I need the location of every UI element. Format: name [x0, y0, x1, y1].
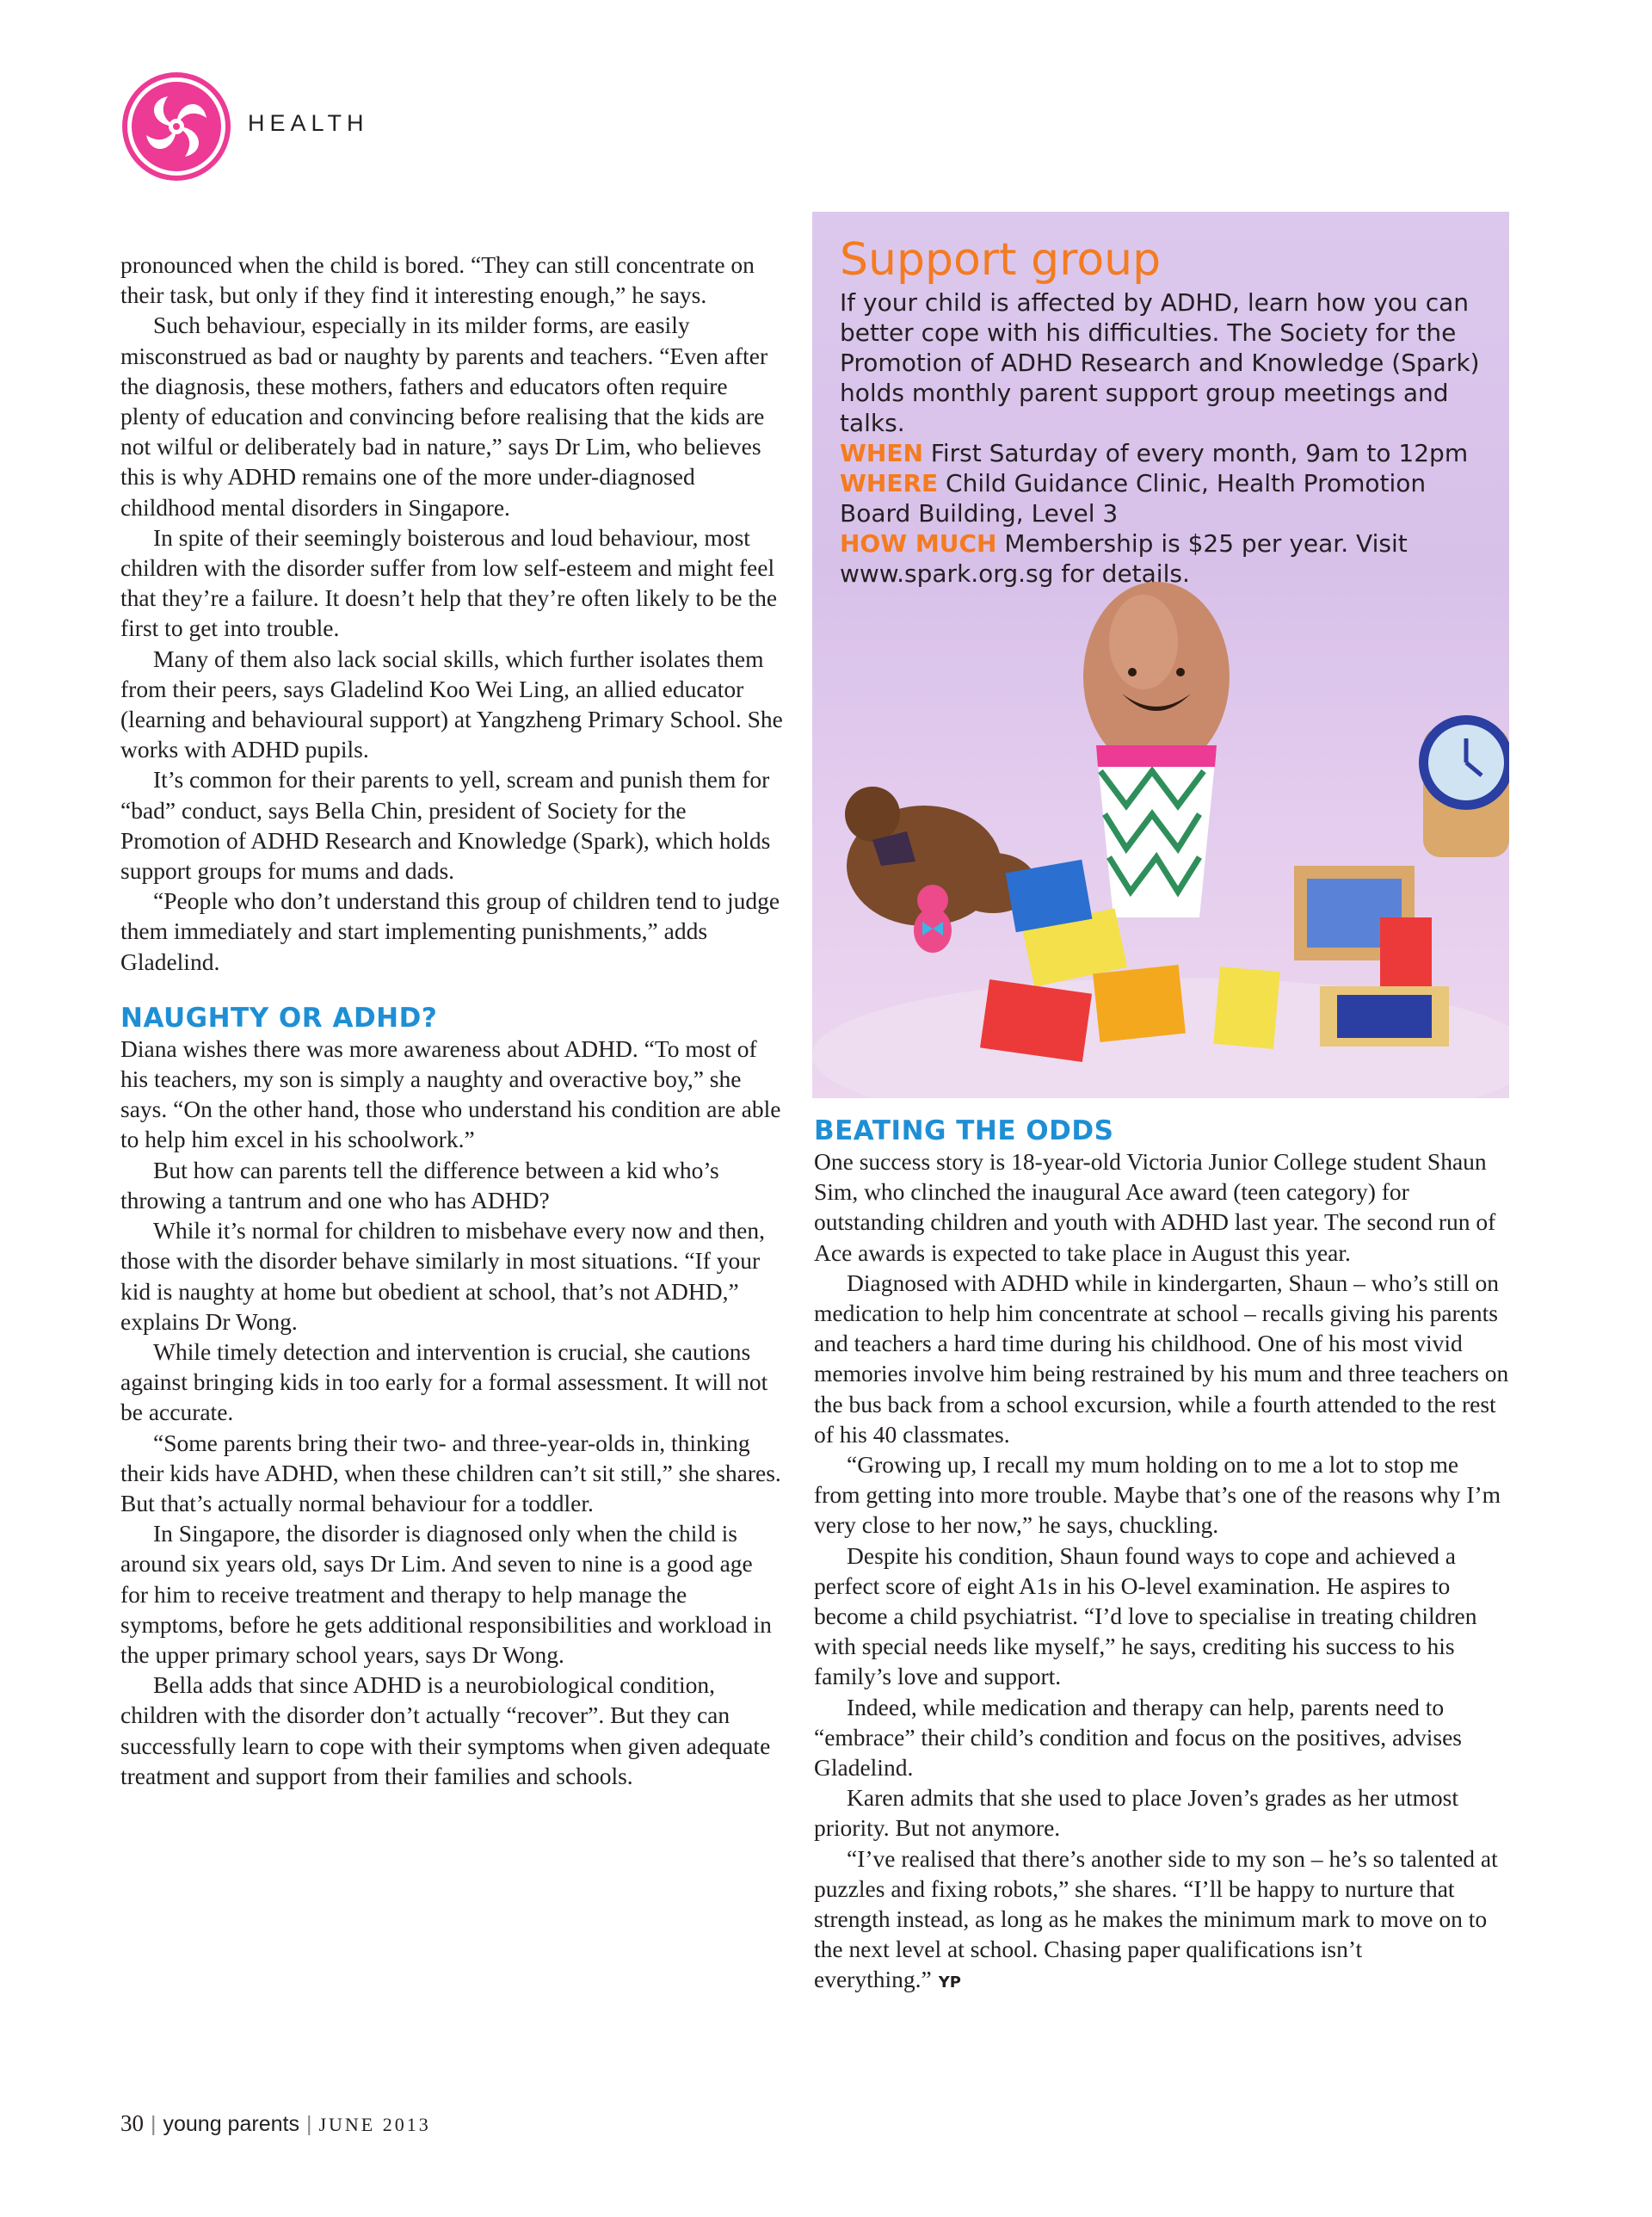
issue-date: JUNE 2013: [318, 2114, 431, 2135]
toy-clock-image: [1419, 715, 1509, 857]
paragraph: Diana wishes there was more awareness about ADHD. “To most of his teachers, my son is simply a naughty and overactive boy,” she says. “On the other hand, those who understand his condition are able to help him excel in his schoolwork.”: [120, 1034, 781, 1153]
paragraph: In Singapore, the disorder is diagnosed only when the child is around six years old, says Dr Lim. And seven to nine is a good age for him to receive treatment and therapy to help manage the symptoms, before he gets additional responsibilities and workload in the upper primary school years, says Dr Wong.: [120, 1520, 772, 1668]
sidebar-when: [840, 438, 1494, 468]
support-group-sidebar: [812, 212, 1509, 1098]
sidebar-body: [840, 287, 1494, 589]
toy-blocks-image: [980, 860, 1449, 1062]
egg-in-cup-image: [1083, 582, 1230, 917]
sidebar-intro: If your child is affected by ADHD, learn how you can better cope with his difficulties. The Society for the Promotion of ADHD Research and Knowledge (Spark) holds monthly parent support group meetings and talks.: [840, 288, 1480, 437]
how-much-value: Membership is $25 per year. Visit www.spark.org.sg for details.: [840, 529, 1408, 588]
paragraph: [814, 1843, 1509, 1998]
paragraph: “Some parents bring their two- and three-year-olds in, thinking their kids have ADHD, when these children can’t sit still,” she shares. But that’s actually normal behaviour for a toddler.: [120, 1429, 781, 1516]
right-column: [814, 1115, 1509, 1998]
how-much-label: HOW MUCH: [840, 529, 997, 558]
left-column: [120, 250, 783, 1791]
section-label: HEALTH: [248, 110, 369, 136]
paragraph: While timely detection and intervention is crucial, she cautions against bringing kids in too early for a formal assessment. It will not be accurate.: [120, 1337, 768, 1426]
sidebar-title: Support group: [840, 234, 1162, 286]
subheading-naughty-or-adhd: NAUGHTY OR ADHD?: [120, 1002, 438, 1034]
paragraph: One success story is 18-year-old Victoria Junior College student Shaun Sim, who clinched the inaugural Ace award (teen category) for outstanding children and youth with ADHD last year. The second run of Ace awards is expected to take place in August this year.: [814, 1148, 1496, 1266]
paragraph: pronounced when the child is bored. “They can still concentrate on their task, but only if they find it interesting enough,” he says.: [120, 251, 755, 309]
where-label: WHERE: [840, 469, 939, 497]
paragraph: Despite his condition, Shaun found ways to cope and achieved a perfect score of eight A1s in his O-level examination. He aspires to become a child psychiatrist. “I’d love to specialise in treating children with special needs like myself,” he says, crediting his success to his family’s love and support.: [814, 1541, 1477, 1690]
where-value: Child Guidance Clinic, Health Promotion Board Building, Level 3: [840, 469, 1427, 528]
paragraph: “People who don’t understand this group of children tend to judge them immediately and start implementing punishments,” adds Gladelind.: [120, 887, 780, 975]
when-label: WHEN: [840, 439, 923, 467]
sidebar-where: [840, 468, 1494, 528]
paragraph: “Growing up, I recall my mum holding on to me a lot to stop me from getting into more trouble. Maybe that’s one of the reasons why I’m very close to her now,” he says, chuckling.: [814, 1451, 1501, 1539]
page-footer: [120, 2110, 431, 2137]
paragraph: Karen admits that she used to place Joven’s grades as her utmost priority. But not anymore.: [814, 1784, 1458, 1842]
health-swirl-logo-icon: [120, 71, 232, 182]
page-number: 30: [120, 2110, 144, 2136]
paragraph: Diagnosed with ADHD while in kindergarten, Shaun – who’s still on medication to help him concentrate at school – recalls giving his parents and teachers a hard time during his childhood. One of his most vivid memories involve him being restrained by his mum and three teachers on the bus back from a school excursion, while a fourth attended to the rest of his 40 classmates.: [814, 1269, 1509, 1448]
end-mark: YP: [938, 1973, 961, 1992]
paragraph: While it’s normal for children to misbehave every now and then, those with the disorder behave similarly in most situations. “If your kid is naughty at home but obedient at school, that’s not ADHD,” explains Dr Wong.: [120, 1217, 765, 1335]
paragraph: Indeed, while medication and therapy can help, parents need to “embrace” their child’s condition and focus on the positives, advises Gladelind.: [814, 1693, 1462, 1782]
paragraph: Many of them also lack social skills, which further isolates them from their peers, says Gladelind Koo Wei Ling, an allied educator (learning and behavioural support) at Yangzheng Primary School. She works with ADHD pupils.: [120, 645, 783, 763]
paragraph: But how can parents tell the difference between a kid who’s throwing a tantrum and one who has ADHD?: [120, 1156, 719, 1213]
paragraph: Bella adds that since ADHD is a neurobiological condition, children with the disorder don’t actually “recover”. But they can successfully learn to cope with their symptoms when given adequate treatment and support from their families and schools.: [120, 1671, 771, 1789]
paragraph: It’s common for their parents to yell, scream and punish them for “bad” conduct, says Bella Chin, president of Society for the Promotion of ADHD Research and Knowledge (Spark), which holds support groups for mums and dads.: [120, 766, 771, 885]
sidebar-how-much: [840, 528, 1494, 589]
magazine-name: young parents: [163, 2112, 299, 2136]
last-paragraph-text: “I’ve realised that there’s another side to my son – he’s so talented at puzzles and fixing robots,” she shares. “I’ll be happy to nurture that strength instead, as long as he makes the minimum mark to move on to the next level at school. Chasing paper qualifications isn’t everything.”: [814, 1844, 1498, 1993]
paragraph: Such behaviour, especially in its milder forms, are easily misconstrued as bad or naughty by parents and teachers. “Even after the diagnosis, these mothers, fathers and educators often require plenty of education and convincing before realising that the kids are not wilful or deliberately bad in nature,” says Dr Lim, who believes this is why ADHD remains one of the more under-diagnosed childhood mental disorders in Singapore.: [120, 312, 768, 521]
subheading-beating-the-odds: BEATING THE ODDS: [814, 1115, 1114, 1146]
pink-bear-eraser-image: [914, 885, 952, 953]
paragraph: In spite of their seemingly boisterous and loud behaviour, most children with the disorder suffer from low self-esteem and might feel that they’re a failure. It doesn’t help that they’re often likely to be the first to get into trouble.: [120, 523, 778, 642]
when-value: First Saturday of every month, 9am to 12pm: [930, 439, 1469, 467]
footer-divider: |: [151, 2112, 157, 2136]
footer-divider: |: [305, 2112, 312, 2136]
